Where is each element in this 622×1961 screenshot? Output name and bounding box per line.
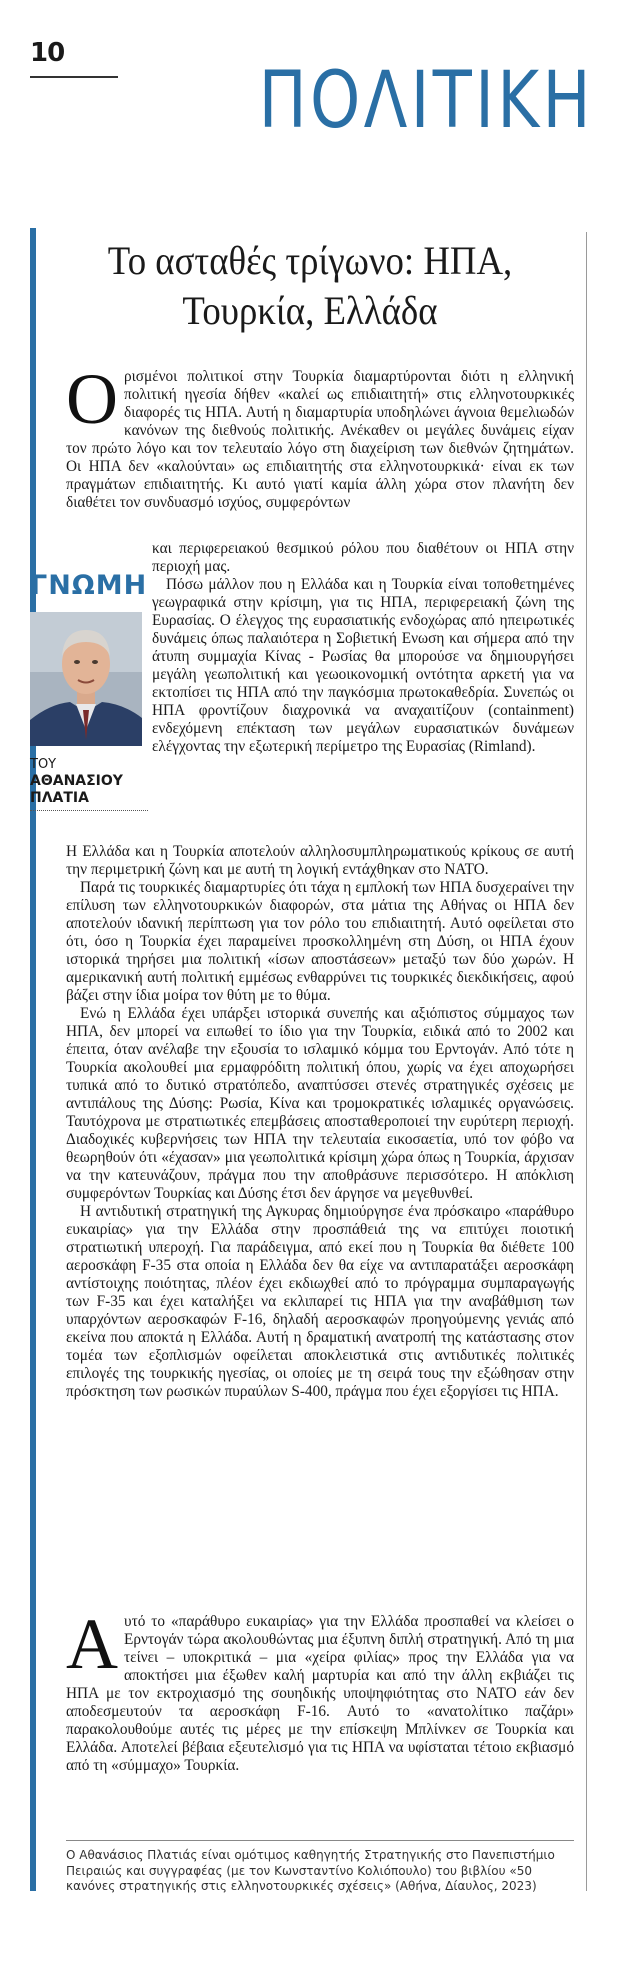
section-title: ΠΟΛΙΤΙΚΗ [258, 56, 594, 146]
drop-cap-2: Α [66, 1604, 118, 1684]
paragraph-5: Ενώ η Ελλάδα έχει υπάρξει ιστορικά συνεπής και αξιόπιστος σύμμαχος των ΗΠΑ, δεν μπορεί να ειπωθεί το ίδιο για την Τουρκία, ειδικά από το 2002 και έπειτα, όταν ανέλαβε την εξουσία το ισλαμικό κόμμα του Ερντογάν. Από τότε η Τουρκία ακολουθεί μια ερμαφρόδιτη πολιτική όπου, χωρίς να έχει αποχωρήσει τυπικά από το δυτικό στρατόπεδο, αναπτύσσει στενές στρατηγικές σχέσεις με αντιπάλους της Δύσης: Ρωσία, Κίνα και τρομοκρατικές ισλαμικές οργανώσεις. Ταυτόχρονα με στρατιωτικές επεμβάσεις αποσταθεροποιεί την ευρύτερη περιοχή. Διαδοχικές κυβερνήσεις των ΗΠΑ την τελευταία εικοσαετία, υπό τον φόβο να θεωρηθούν ότι «έχασαν» μια γεωπολιτικά κρίσιμη χώρα όπως η Τουρκία, άρχισαν να την κατευνάζουν, πράγμα που την αποθράσυνε περισσότερο. Η απόκλιση συμφερόντων Τουρκίας και Δύσης έτσι δεν άργησε να μεγεθυνθεί. [66, 1005, 574, 1202]
author-footnote: Ο Αθανάσιος Πλατιάς είναι ομότιμος καθηγητής Στρατηγικής στο Πανεπιστήμιο Πειραιώς και συγγραφέας (με τον Κωνσταντίνο Κολιόπουλο) του βιβλίου «50 κανόνες στρατηγικής στις ελληνοτουρκικές σχέσεις» (Αθήνα, Δίαυλος, 2023) [66, 1848, 555, 1893]
article-conclusion [66, 1604, 574, 1775]
article-headline: Το ασταθές τρίγωνο: ΗΠΑ, Τουρκία, Ελλάδα [107, 238, 513, 333]
article-intro [66, 359, 574, 512]
author-photo [30, 612, 142, 746]
paragraph-1-continued: και περιφερειακού θεσμικού ρόλου που διαθέτουν οι ΗΠΑ στην περιοχή μας. [152, 540, 574, 575]
paragraph-6: Η αντιδυτική στρατηγική της Αγκυρας δημιούργησε ένα πρόσκαιρο «παράθυρο ευκαιρίας» για την Ελλάδα στην προσπάθειά της να επιτύχει ποιοτική στρατιωτική υπεροχή. Για παράδειγμα, από εκεί που η Τουρκία θα διέθετε 100 αεροσκάφη F-35 στα οποία η Ελλάδα δεν θα είχε να αντιπαρατάξει αεροσκάφη αντίστοιχης ποιότητας, πλέον έχει εκδιωχθεί από το πρόγραμμα συμπαραγωγής των F-35 και έχει καταλήξει να εκλιπαρεί τις ΗΠΑ για την αναβάθμιση των υπαρχόντων αεροσκαφών F-16, δηλαδή αεροσκαφών προηγούμενης γενιάς από εκείνα που αποκτά η Ελλάδα. Αυτή η δραματική ανατροπή της κατάστασης στον τομέα των εξοπλισμών οφείλεται αποκλειστικά στις αντιδυτικές πολιτικές επιλογές της τουρκικής ηγεσίας, οι οποίες με τη σειρά τους την εξώθησαν στην πρόσκτηση των ρωσικών πυραύλων S-400, πράγμα που έχει εξοργίσει τις ΗΠΑ. [66, 1203, 574, 1400]
drop-cap: Ο [66, 359, 118, 439]
byline-divider [30, 810, 148, 811]
footnote-rule [66, 1840, 574, 1841]
paragraph-1: Ορισμένοι πολιτικοί στην Τουρκία διαμαρτύρονται διότι η ελληνική πολιτική ηγεσία δήθεν «καλεί ως επιδιαιτητή» στις ελληνοτουρκικές διαφορές τις ΗΠΑ. Αυτή η διαμαρτυρία υποδηλώνει άγνοια θεμελιωδών κανόνων της διεθνούς πολιτικής. Ανέκαθεν οι μεγάλες δυνάμεις είχαν τον πρώτο λόγο και τον τελευταίο λόγο στη διαχείριση των διεθνών ζητημάτων. Οι ΗΠΑ δεν «καλούνται» ως επιδιαιτητής στα ελληνοτουρκικά· είναι εκ των πραγμάτων επιδιαιτητής. Κι αυτό γιατί καμία άλλη χώρα στον πλανήτη δεν διαθέτει τον συνδυασμό ισχύος, συμφερόντων [66, 359, 574, 511]
paragraph-4: Παρά τις τουρκικές διαμαρτυρίες ότι τάχα η εμπλοκή των ΗΠΑ δυσχεραίνει την επίλυση των ελληνοτουρκικών διαφορών, στα μάτια της Αθήνας οι ΗΠΑ δεν αποτελούν ιδανική περίπτωση για τον ρόλο του επιδιαιτητή. Αυτό οφείλεται στο ότι, όσο η Τουρκία έχει παραμείνει προσκολλημένη στη Δύση, οι ΗΠΑ έχουν ιστορικά τηρήσει μια πολιτική «ίσων αποστάσεων» μεταξύ των δύο χωρών. Η αμερικανική αυτή πολιτική εμμέσως ενθαρρύνει τις τουρκικές διεκδικήσεις, αφού βάζει στην ίδια μοίρα τον θύτη με το θύμα. [66, 879, 574, 1004]
page-number-rule [30, 76, 118, 78]
page-number: 10 [30, 38, 65, 68]
paragraph-2: Πόσω μάλλον που η Ελλάδα και η Τουρκία είναι τοποθετημένες γεωγραφικά στην κρίσιμη, για τις ΗΠΑ, περιφερειακή ζώνη της Ευρασίας. Ο έλεγχος της ευρασιατικής ενδοχώρας από ηπειρωτικές δυνάμεις όπως παλαιότερα η Σοβιετική Ενωση και σήμερα από την άτυπη συμμαχία Κίνας - Ρωσίας θα μπορούσε να δημιουργήσει μεγάλη γεωπολιτική και γεωοικονομική οντότητα αρκετή για να εκτοπίσει τις ΗΠΑ από την παγκόσμια πρωτοκαθεδρία. Συνεπώς οι ΗΠΑ φροντίζουν διαχρονικά να αναχαιτίζουν (containment) ενδεχόμενη επέκταση των μεγάλων ευρασιατικών δυνάμεων ελέγχοντας την εξωτερική περίμετρο της Ευρασίας (Rimland). [152, 576, 574, 755]
byline [30, 756, 123, 807]
column-rule [586, 232, 587, 1891]
author-first-name: ΑΘΑΝΑΣΙΟΥ [30, 773, 123, 789]
column-label: ΓΝΩΜΗ [30, 570, 148, 601]
author-portrait-icon [30, 612, 142, 746]
paragraph-7: Αυτό το «παράθυρο ευκαιρίας» για την Ελλάδα προσπαθεί να κλείσει ο Ερντογάν τώρα ακολουθώντας μια έξυπνη διπλή στρατηγική. Από τη μια τείνει – υποκριτικά – μια «χείρα φιλίας» προς την Ελλάδα για να αποκτήσει μια έξωθεν καλή μαρτυρία και από την άλλη εκβιάζει τις ΗΠΑ με τον εκτροχιασμό της σουηδικής υποψηφιότητας στο ΝΑΤΟ εάν δεν αποδεσμευτούν τα αεροσκάφη F-16. Αυτό το «ανατολίτικο παζάρι» παρακολουθούμε αυτές τις μέρες με την επίσκεψη Μπλίνκεν σε Τουρκία και Ελλάδα. Αποτελεί βέβαια εξευτελισμό για τις ΗΠΑ να υφίσταται τέτοιο εκβιασμό από τη «σύμμαχο» Τουρκία. [66, 1604, 574, 1774]
article-body [66, 843, 574, 1401]
accent-bar [30, 228, 36, 1891]
author-last-name: ΠΛΑΤΙΑ [30, 790, 89, 806]
paragraph-3: Η Ελλάδα και η Τουρκία αποτελούν αλληλοσυμπληρωματικούς κρίκους σε αυτή την περιμετρική ζώνη και με αυτή τη λογική εντάχθηκαν στο ΝΑΤΟ. [66, 843, 574, 878]
article-column-narrow [152, 540, 574, 756]
byline-prefix: ΤΟΥ [30, 757, 57, 772]
